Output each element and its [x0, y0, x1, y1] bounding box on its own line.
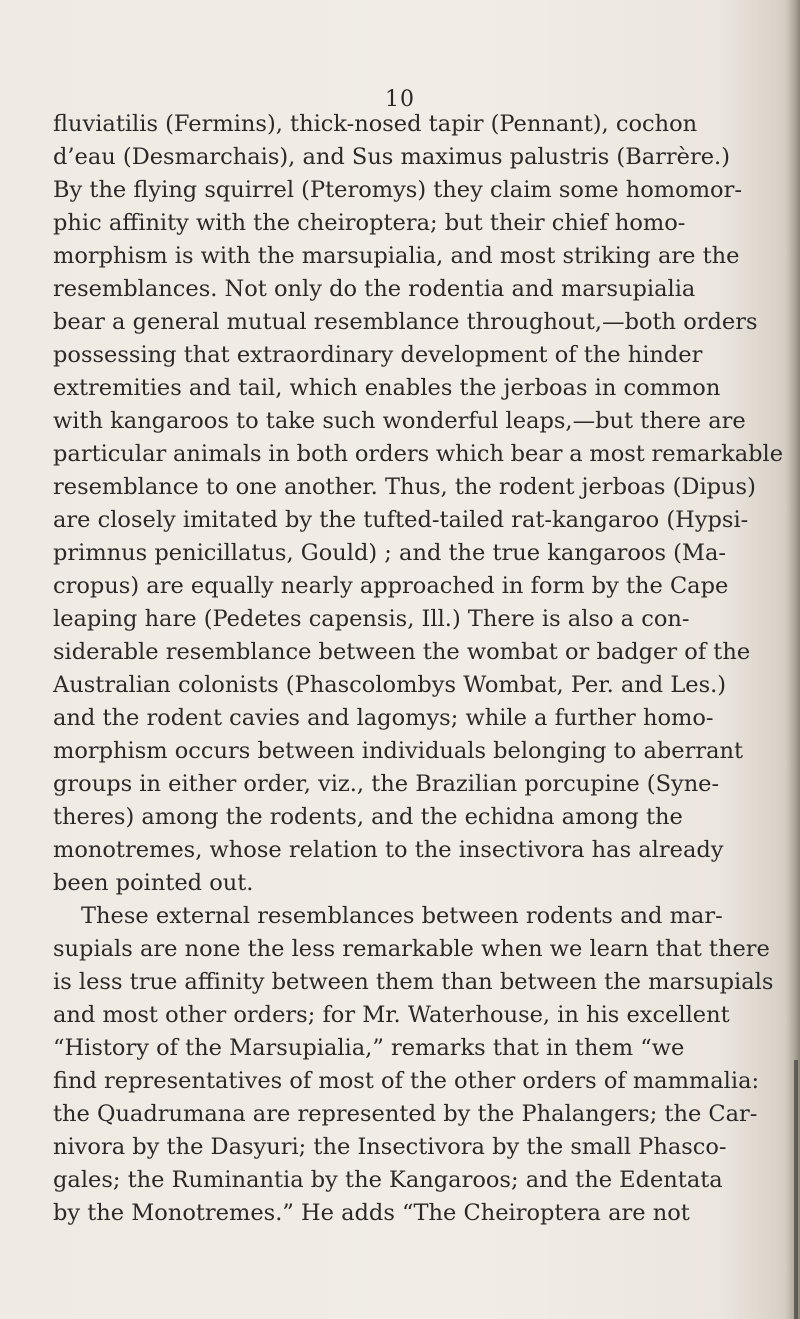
text-line: by the Monotremes.” He adds “The Cheiroptera are not	[53, 1200, 690, 1226]
text-line: cropus) are equally nearly approached in form by the Cape	[53, 573, 729, 599]
text-line: find representatives of most of the other orders of mammalia:	[53, 1068, 760, 1094]
text-line: “History of the Marsupialia,” remarks that in them “we	[53, 1035, 685, 1061]
text-line: fluviatilis (Fermins), thick-nosed tapir (Pennant), cochon	[53, 111, 698, 137]
text-line: These external resemblances between rodents and mar-	[81, 903, 723, 929]
text-line: possessing that extraordinary development of the hinder	[53, 342, 703, 368]
text-line: Australian colonists (Phascolombys Wombat, Per. and Les.)	[53, 672, 727, 698]
page-number: 10	[385, 87, 415, 112]
text-line: primnus penicillatus, Gould) ; and the true kangaroos (Ma-	[53, 540, 726, 566]
text-line: the Quadrumana are represented by the Phalangers; the Car-	[53, 1101, 758, 1127]
text-line: phic affinity with the cheiroptera; but their chief homo-	[53, 210, 686, 236]
text-line: is less true affinity between them than between the marsupials	[53, 969, 774, 995]
text-line: monotremes, whose relation to the insectivora has already	[53, 837, 724, 863]
text-line: leaping hare (Pedetes capensis, Ill.) There is also a con-	[53, 606, 690, 632]
text-line: siderable resemblance between the wombat or badger of the	[53, 639, 751, 665]
text-line: gales; the Ruminantia by the Kangaroos; and the Edentata	[53, 1167, 723, 1193]
text-line: particular animals in both orders which bear a most remarkable	[53, 441, 784, 467]
page-edge-shadow	[786, 0, 800, 1319]
text-line: resemblance to one another. Thus, the rodent jerboas (Dipus)	[53, 474, 756, 500]
text-line: By the flying squirrel (Pteromys) they claim some homomor-	[53, 177, 742, 203]
text-line: morphism is with the marsupialia, and most striking are the	[53, 243, 740, 269]
text-line: with kangaroos to take such wonderful leaps,—but there are	[53, 408, 746, 434]
text-line: nivora by the Dasyuri; the Insectivora by the small Phasco-	[53, 1134, 727, 1160]
text-line: supials are none the less remarkable when we learn that there	[53, 936, 770, 962]
body-text	[53, 108, 783, 1230]
text-line: been pointed out.	[53, 870, 254, 896]
text-line: theres) among the rodents, and the echidna among the	[53, 804, 683, 830]
text-line: are closely imitated by the tufted-tailed rat-kangaroo (Hypsi-	[53, 507, 749, 533]
text-line: groups in either order, viz., the Brazilian porcupine (Syne-	[53, 771, 720, 797]
text-line: extremities and tail, which enables the jerboas in common	[53, 375, 721, 401]
text-line: and most other orders; for Mr. Waterhouse, in his excellent	[53, 1002, 730, 1028]
text-line: bear a general mutual resemblance throughout,—both orders	[53, 309, 758, 335]
text-line: d’eau (Desmarchais), and Sus maximus palustris (Barrère.)	[53, 144, 730, 170]
text-line: morphism occurs between individuals belonging to aberrant	[53, 738, 744, 764]
text-line: resemblances. Not only do the rodentia and marsupialia	[53, 276, 696, 302]
text-line: and the rodent cavies and lagomys; while a further homo-	[53, 705, 714, 731]
